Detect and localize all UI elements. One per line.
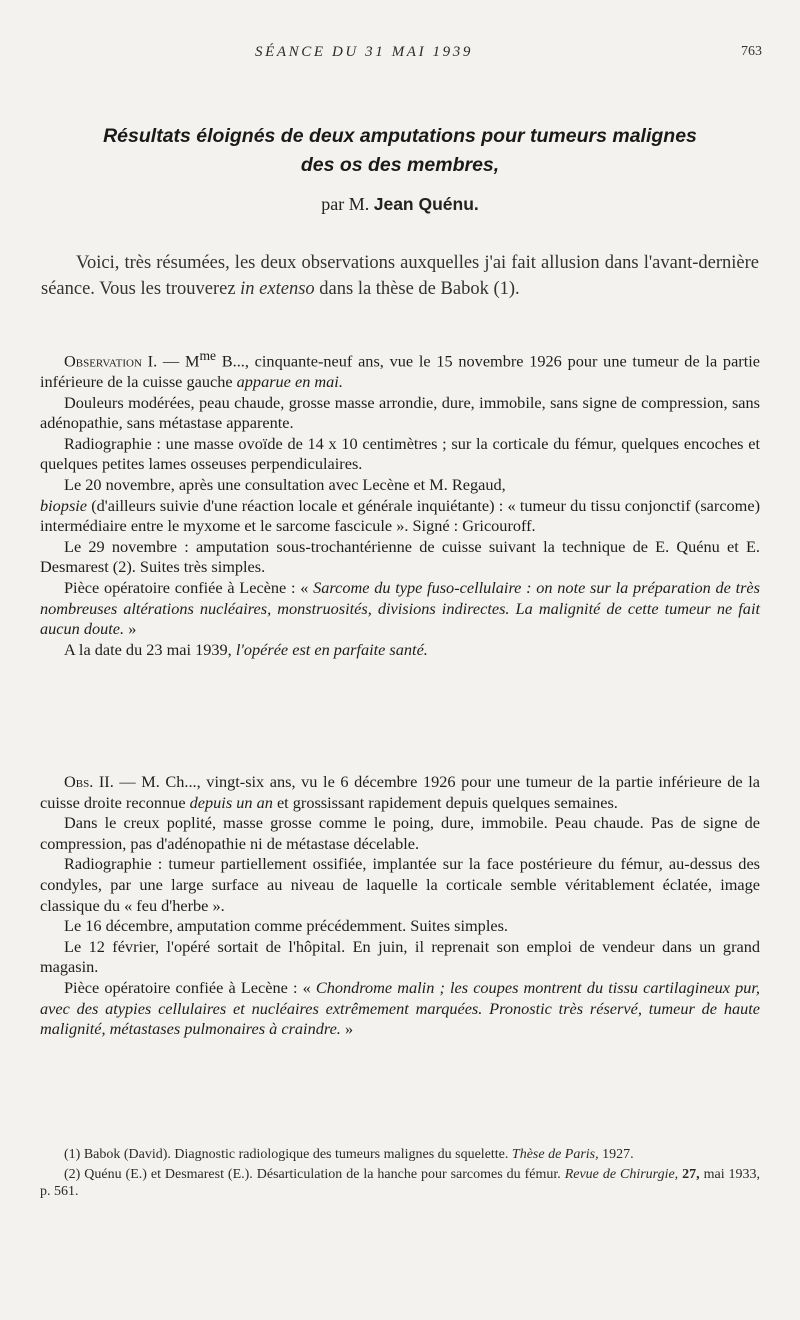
obs2-paragraph-2: Dans le creux poplité, masse grosse comme le poing, dure, immobile. Peau chaude. Pas de signe de compression, pas d'adénopathie ni de métastase décelable. (40, 813, 760, 853)
intro-text-c: dans la thèse de Babok (1). (319, 279, 520, 299)
obs1-paragraph-6 (40, 578, 760, 640)
obs1-p6-text-c: » (128, 619, 137, 639)
obs1-p1-text-a: — M (157, 351, 200, 371)
fn2-volume: 27, (682, 1166, 700, 1182)
article-title (40, 122, 760, 180)
intro-text-a: Voici, très résumées, les deux observations auxquelles j'ai fait allusion dans l'avant-dernière séance. Vous les trouverez (41, 253, 759, 299)
obs2-p6-text-c: » (344, 1019, 354, 1039)
running-header (0, 40, 800, 64)
fn1-italic: Thèse de Paris, (511, 1147, 599, 1162)
obs1-p4-text-a: Le 20 novembre, après une consultation avec Lecène et M. Regaud, (64, 474, 506, 494)
obs2-paragraph-1 (40, 772, 760, 813)
obs2-p1-italic: depuis un an (189, 792, 273, 812)
fn2-text-d: mai 1933, p. 561. (40, 1166, 761, 1199)
intro-italic: in extenso (240, 279, 315, 299)
obs1-p7-text-a: A la date du 23 mai 1939, (64, 639, 232, 659)
obs2-p6-italic: Chondrome malin ; les coupes montrent du tissu cartilagineux pur, avec des atypies cellulaires et nucléaires extrêmement marquées. Pronostic très réservé, tumeur de haute malignité, métastases pulmonaires à craindre. (40, 977, 760, 1039)
obs1-paragraph-1 (40, 346, 760, 393)
intro-paragraph (41, 250, 759, 302)
fn2-italic: Revue de Chirurgie, (564, 1166, 679, 1182)
obs1-paragraph-2: Douleurs modérées, peau chaude, grosse masse arrondie, dure, immobile, sans signe de compression, sans adénopathie, sans métastase apparente. (40, 392, 760, 433)
running-title: SÉANCE DU 31 MAI 1939 (255, 44, 473, 60)
observation-1 (40, 346, 760, 660)
obs1-label: Observation I. (64, 351, 158, 371)
obs1-p1-text-b: B..., cinquante-neuf ans, vue le 15 novembre 1926 pour une tumeur de la partie inférieure de la cuisse gauche (40, 351, 760, 392)
obs2-p1-text-c: et grossissant rapidement depuis quelques semaines. (276, 792, 618, 812)
obs1-paragraph-3: Radiographie : une masse ovoïde de 14 x 10 centimètres ; sur la corticale du fémur, quelques encoches et quelques petites lames osseuses perpendiculaires. (40, 433, 760, 474)
obs1-p6-italic: Sarcome du type fuso-cellulaire : on note sur la préparation de très nombreuses altérations nucléaires, monstruosités, divisions indirectes. La malignité de cette tumeur ne fait aucun doute. (40, 577, 760, 639)
obs1-p7-italic: l'opérée est en parfaite santé. (235, 639, 428, 659)
fn1-text-c: 1927. (602, 1147, 634, 1162)
obs2-label: Obs. II. (64, 772, 114, 791)
obs1-p4-italic: biopsie (40, 495, 88, 515)
obs1-p6-text-a: Pièce opératoire confiée à Lecène : « (64, 577, 309, 597)
observation-2 (40, 772, 760, 1040)
obs1-p1-italic: apparue en mai. (236, 372, 343, 392)
obs1-paragraph-5: Le 29 novembre : amputation sous-trochantérienne de cuisse suivant la technique de E. Quénu et E. Desmarest (2). Suites très simples. (40, 536, 760, 577)
byline (0, 194, 800, 215)
obs2-paragraph-5: Le 12 février, l'opéré sortait de l'hôpital. En juin, il reprenait son emploi de vendeur dans un grand magasin. (40, 936, 760, 977)
author-name: Jean Quénu. (373, 194, 479, 214)
footnote-1 (40, 1146, 760, 1164)
obs1-superscript: me (199, 348, 217, 363)
obs1-p4-text-c: (d'ailleurs suivie d'une réaction locale et générale inquiétante) : « tumeur du tissu conjonctif (sarcome) intermédiaire entre le myxome et le sarcome fascicule ». Signé : Gricouroff. (40, 495, 760, 536)
page-number: 763 (741, 44, 762, 59)
obs1-paragraph-7 (40, 640, 760, 661)
article-title-line-2: des os des membres, (300, 154, 500, 176)
obs2-p6-text-a: Pièce opératoire confiée à Lecène : « (64, 977, 311, 997)
footnote-2 (40, 1166, 760, 1201)
obs2-paragraph-3: Radiographie : tumeur partiellement ossifiée, implantée sur la face postérieure du fémur, au-dessus des condyles, par une large surface au niveau de laquelle la corticale semble véritablement éclatée, image classique du « feu d'herbe ». (40, 854, 760, 915)
obs2-p1-text-a: — M. Ch..., vingt-six ans, vu le 6 décembre 1926 pour une tumeur de la partie inférieure de la cuisse droite reconnue (40, 772, 760, 812)
obs2-paragraph-4: Le 16 décembre, amputation comme précédemment. Suites simples. (64, 916, 508, 936)
fn1-text-a: (1) Babok (David). Diagnostic radiologique des tumeurs malignes du squelette. (64, 1147, 509, 1162)
article-title-line-1: Résultats éloignés de deux amputations pour tumeurs malignes (103, 125, 697, 147)
obs2-paragraph-6 (40, 978, 760, 1040)
obs1-paragraph-4 (40, 475, 760, 537)
footnotes (40, 1146, 760, 1203)
fn2-text-a: (2) Quénu (E.) et Desmarest (E.). Désarticulation de la hanche pour sarcomes du fémur. (64, 1166, 561, 1182)
byline-prefix: par M. (321, 194, 370, 214)
